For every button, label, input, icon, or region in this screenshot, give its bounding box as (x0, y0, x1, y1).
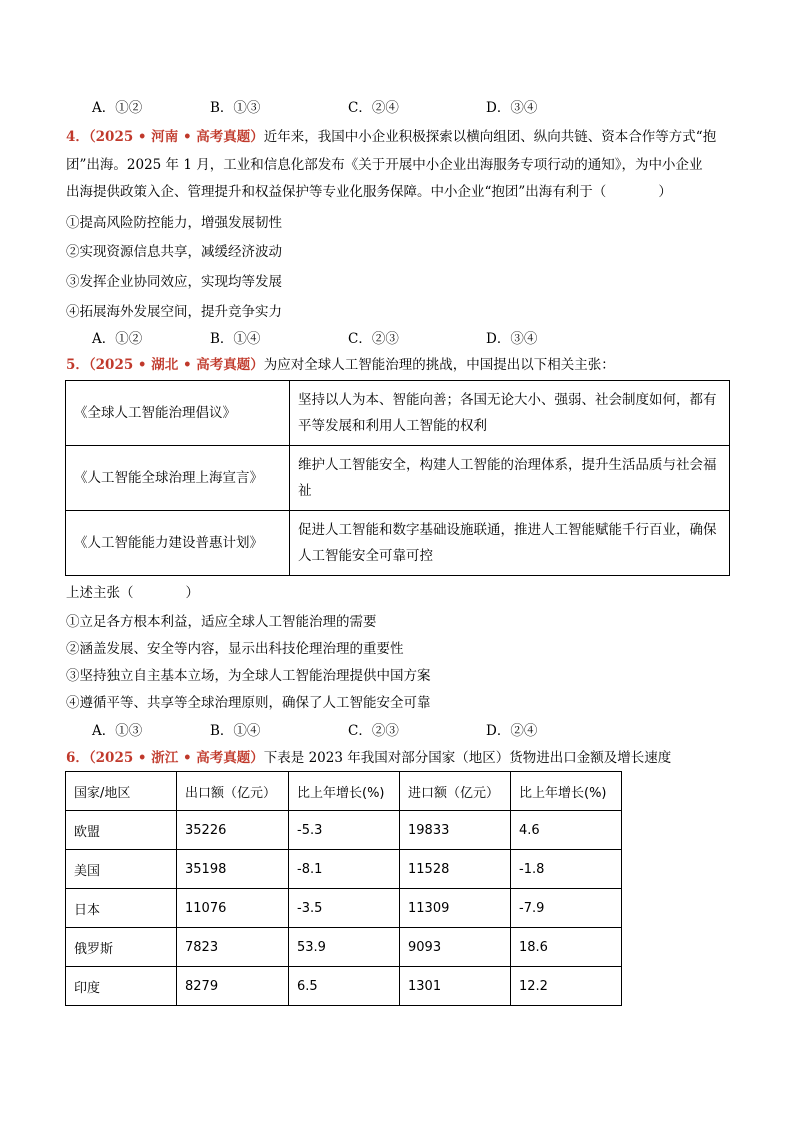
q6-number: 6． (66, 750, 89, 766)
q4-option-d: D．③④ (486, 331, 538, 347)
q4-item-2: ②实现资源信息共享，减缓经济波动 (66, 244, 282, 260)
cell-region: 印度 (66, 967, 177, 1006)
header-import-growth: 比上年增长(%) (511, 772, 622, 811)
proposal-content: 坚持以人为本、智能向善；各国无论大小、强弱、社会制度如何，都有平等发展和利用人工智能的权利 (290, 381, 730, 446)
q4-option-c: C．②③ (348, 331, 399, 347)
cell-region: 欧盟 (66, 811, 177, 850)
proposal-content: 维护人工智能安全，构建人工智能的治理体系，提升生活品质与社会福祉 (290, 446, 730, 511)
cell-import-growth: 4.6 (511, 811, 622, 850)
q5-proposal-table (65, 380, 730, 576)
q5-number: 5． (66, 357, 89, 373)
q4-option-a: A．①② (92, 331, 143, 347)
cell-import: 1301 (400, 967, 511, 1006)
q6-stem-text: 下表是 2023 年我国对部分国家（地区）货物进出口金额及增长速度 (263, 750, 672, 766)
q4-item-1: ①提高风险防控能力，增强发展韧性 (66, 215, 282, 231)
q3-option-d: D．③④ (486, 100, 538, 116)
cell-export-growth: -5.3 (289, 811, 400, 850)
q3-option-a: A．①② (92, 100, 143, 116)
q5-source: （2025 • 湖北 • 高考真题） (88, 357, 264, 373)
q6-source: （2025 • 浙江 • 高考真题） (88, 750, 264, 766)
q4-option-b: B．①④ (210, 331, 261, 347)
table-row (66, 889, 622, 928)
cell-export: 35198 (177, 850, 289, 889)
q4-source: （2025 • 河南 • 高考真题） (88, 129, 264, 145)
cell-import: 11309 (400, 889, 511, 928)
cell-export: 35226 (177, 811, 289, 850)
q6-stem (66, 746, 671, 766)
q5-item-2: ②涵盖发展、安全等内容，显示出科技伦理治理的重要性 (66, 641, 404, 657)
q6-trade-table (65, 771, 622, 1006)
cell-import: 11528 (400, 850, 511, 889)
header-region: 国家/地区 (66, 772, 177, 811)
proposal-name: 《人工智能全球治理上海宣言》 (66, 446, 290, 511)
header-export: 出口额（亿元） (177, 772, 289, 811)
q3-options (92, 96, 692, 116)
header-export-growth: 比上年增长(%) (289, 772, 400, 811)
cell-region: 俄罗斯 (66, 928, 177, 967)
q5-option-a: A．①③ (92, 723, 143, 739)
q5-item-3: ③坚持独立自主基本立场，为全球人工智能治理提供中国方案 (66, 668, 431, 684)
q4-item-3: ③发挥企业协同效应，实现均等发展 (66, 274, 282, 290)
q3-option-b: B．①③ (210, 100, 261, 116)
q4-options (92, 327, 692, 347)
q5-option-b: B．①④ (210, 723, 261, 739)
cell-import-growth: 12.2 (511, 967, 622, 1006)
q4-item-4: ④拓展海外发展空间，提升竞争实力 (66, 304, 282, 320)
table-row (66, 511, 730, 576)
cell-export-growth: -3.5 (289, 889, 400, 928)
q5-item-1: ①立足各方根本利益，适应全球人工智能治理的需要 (66, 614, 377, 630)
q5-question-line (66, 581, 199, 601)
cell-import-growth: 18.6 (511, 928, 622, 967)
table-row (66, 381, 730, 446)
cell-region: 美国 (66, 850, 177, 889)
q5-stem-text: 为应对全球人工智能治理的挑战，中国提出以下相关主张： (263, 357, 615, 373)
cell-import: 19833 (400, 811, 511, 850)
q5-item-4: ④遵循平等、共享等全球治理原则，确保了人工智能安全可靠 (66, 695, 431, 711)
q4-stem-line3 (66, 180, 672, 200)
cell-export: 8279 (177, 967, 289, 1006)
q3-option-c: C．②④ (348, 100, 399, 116)
table-row (66, 850, 622, 889)
cell-import-growth: -7.9 (511, 889, 622, 928)
table-row (66, 967, 622, 1006)
q4-stem-close: ） (658, 184, 672, 200)
q4-stem-line1 (66, 125, 716, 145)
q5-after-close: ） (185, 585, 199, 601)
proposal-name: 《全球人工智能治理倡议》 (66, 381, 290, 446)
cell-region: 日本 (66, 889, 177, 928)
proposal-content: 促进人工智能和数字基础设施联通，推进人工智能赋能千行百业，确保人工智能安全可靠可控 (290, 511, 730, 576)
cell-export: 7823 (177, 928, 289, 967)
table-header-row (66, 772, 622, 811)
cell-export-growth: -8.1 (289, 850, 400, 889)
table-row (66, 446, 730, 511)
cell-export-growth: 6.5 (289, 967, 400, 1006)
cell-export: 11076 (177, 889, 289, 928)
q4-stem-text1: 近年来，我国中小企业积极探索以横向组团、纵向共链、资本合作等方式“抱 (263, 129, 717, 145)
q4-stem-line2: 团”出海。2025 年 1 月，工业和信息化部发布《关于开展中小企业出海服务专项行动的通知》，为中小企业 (66, 157, 703, 173)
proposal-name: 《人工智能能力建设普惠计划》 (66, 511, 290, 576)
q5-options (92, 719, 692, 739)
table-row (66, 928, 622, 967)
q5-stem (66, 353, 615, 373)
q5-option-d: D．②④ (486, 723, 538, 739)
cell-export-growth: 53.9 (289, 928, 400, 967)
cell-import: 9093 (400, 928, 511, 967)
cell-import-growth: -1.8 (511, 850, 622, 889)
header-import: 进口额（亿元） (400, 772, 511, 811)
q5-after-table: 上述主张（ (66, 585, 134, 601)
table-row (66, 811, 622, 850)
q5-option-c: C．②③ (348, 723, 399, 739)
q4-stem-text3: 出海提供政策入企、管理提升和权益保护等专业化服务保障。中小企业“抱团”出海有利于（ (66, 184, 607, 200)
q4-number: 4． (66, 129, 89, 145)
